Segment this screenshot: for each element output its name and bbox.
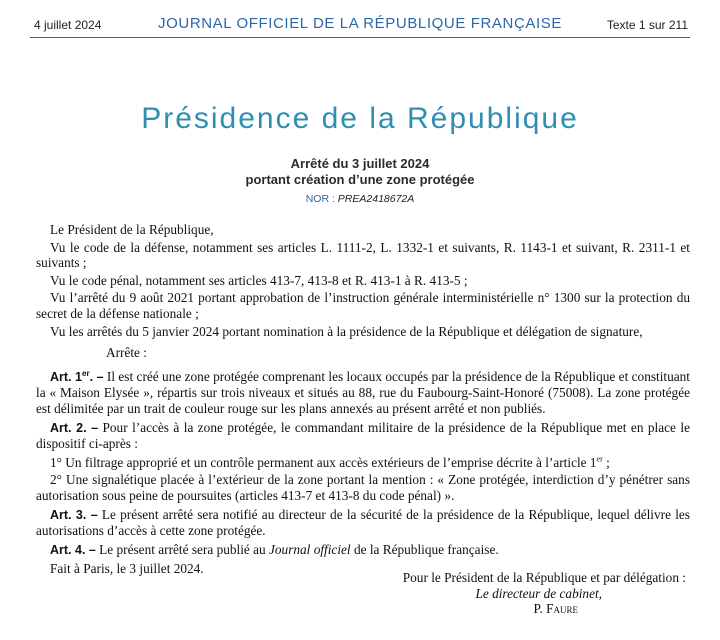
journal-title: JOURNAL OFFICIEL DE LA RÉPUBLIQUE FRANÇAISE — [158, 15, 562, 32]
article-2-item-1 — [36, 455, 690, 471]
header-divider — [30, 37, 690, 38]
journal-officiel-italic: Journal officiel — [269, 541, 351, 557]
preamble-paragraph: Vu l’arrêté du 9 août 2021 portant approbation de l’instruction générale interministérielle n° 1300 sur la protection du secret de la défense nationale ; — [36, 290, 690, 321]
preamble-paragraph: Vu les arrêtés du 5 janvier 2024 portant nomination à la présidence de la République et délégation de signature, — [50, 323, 643, 339]
ministry-title: Présidence de la République — [141, 102, 579, 135]
fait-a-paris: Fait à Paris, le 3 juillet 2024. — [50, 561, 204, 577]
nor-label: NOR : — [305, 193, 335, 205]
texte-reference: Texte 1 sur 211 — [606, 18, 688, 32]
page-header — [0, 0, 720, 44]
publication-date: 4 juillet 2024 — [34, 18, 102, 32]
nor-reference — [0, 193, 720, 205]
signature-line-2: Le directeur de cabinet, — [475, 585, 602, 601]
act-body — [36, 222, 690, 579]
article-3-text: Le présent arrêté sera notifié au directeur de la sécurité de la présidence de la République, lequel délivre les autorisations d’accès à cette zone protégée. — [36, 506, 690, 539]
preamble-paragraph: Vu le code pénal, notamment ses articles 413-7, 413-8 et R. 413-1 à R. 413-5 ; — [50, 272, 468, 288]
nor-code: PREA2418672A — [337, 193, 415, 205]
item-1-sup: er — [596, 454, 603, 464]
article-2-label: Art. 2. – — [50, 420, 99, 435]
article-1-label: Art. 1 — [50, 369, 83, 384]
preamble-paragraph: Vu le code de la défense, notamment ses articles L. 1111-2, L. 1332-1 et suivants, R. 1143-1 et suivant, R. 2311-1 et suivants ; — [36, 239, 690, 271]
preamble-paragraph: Le Président de la République, — [50, 222, 214, 237]
article-label — [50, 370, 104, 384]
act-title-line2: portant création d’une zone protégée — [245, 172, 475, 187]
article-3 — [36, 507, 690, 539]
signatory-name: P. Faure — [533, 601, 578, 617]
arrete-heading: Arrête : — [106, 345, 147, 361]
article-4 — [36, 542, 690, 559]
article-1-label-end: . – — [89, 369, 104, 384]
article-4-text: Le présent arrêté sera publié au — [95, 541, 269, 557]
signature-line-1: Pour le Président de la République et par délégation : — [402, 570, 686, 585]
article-1-text: Il est créé une zone protégée comprenant les locaux occupés par la présidence de la République et constituant la « Maison Elysée », répartis sur trois niveaux et situés au 88, rue du Faubourg-Saint-Honoré (75008). La zone protégée est délimitée par un trait de couleur rouge sur les plans annexés au présent arrêté et non publiés. — [36, 368, 691, 416]
article-2-text: Pour l’accès à la zone protégée, le commandant militaire de la présidence de la République met en place le dispositif ci-après : — [36, 419, 690, 452]
article-2-item-2: 2° Une signalétique placée à l’extérieur de la zone portant la mention : « Zone protégée, interdiction d’y pénétrer sans autorisation sous peine de poursuites (articles 413-7 et 413-8 du code pénal) ». — [36, 472, 690, 503]
act-title — [0, 156, 720, 188]
article-1 — [36, 369, 690, 417]
signature-block — [36, 570, 686, 617]
article-2 — [36, 420, 690, 452]
act-title-line1: Arrêté du 3 juillet 2024 — [290, 156, 430, 171]
article-3-label: Art. 3. – — [50, 507, 98, 522]
item-1-end: ; — [602, 454, 610, 470]
item-1-text: 1° Un filtrage approprié et un contrôle permanent aux accès extérieurs de l’emprise décrite à l’article 1 — [50, 454, 597, 470]
article-1-sup: er — [82, 368, 90, 378]
article-4-text-end: de la République française. — [350, 541, 499, 557]
article-4-label: Art. 4. – — [50, 542, 96, 557]
